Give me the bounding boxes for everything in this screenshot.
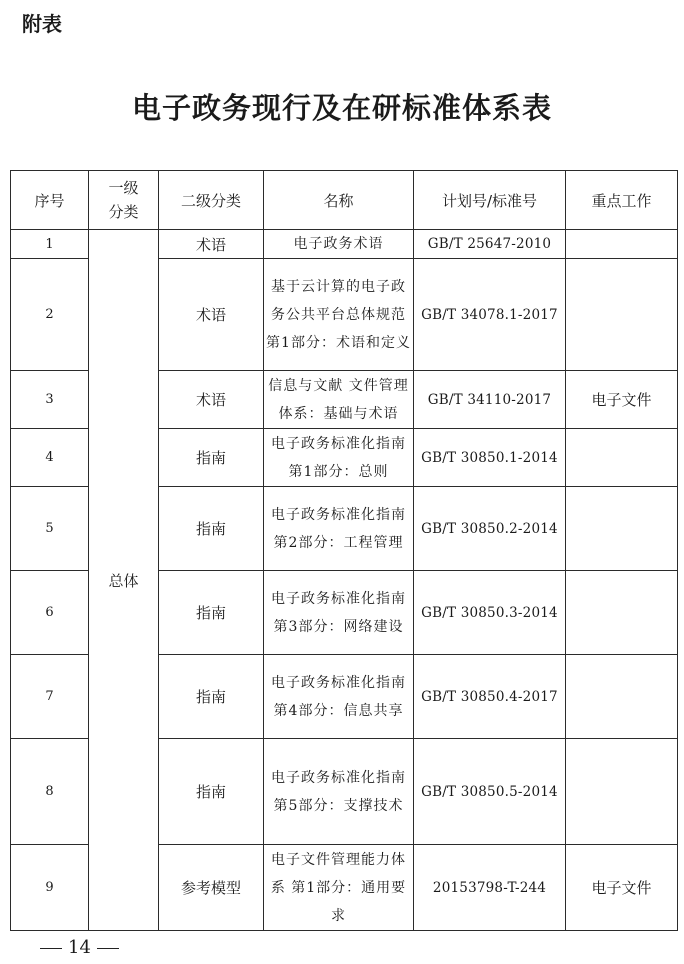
header-seq: 序号: [11, 171, 89, 230]
cell-code: GB/T 30850.2-2014: [414, 487, 566, 571]
page-footer: [34, 937, 125, 958]
cell-name: 基于云计算的电子政务公共平台总体规范 第1部分：术语和定义: [264, 259, 414, 371]
cell-level2: 术语: [159, 230, 264, 259]
header-code: 计划号/标准号: [414, 171, 566, 230]
cell-name: 电子政务标准化指南 第3部分：网络建设: [264, 571, 414, 655]
document-title: 电子政务现行及在研标准体系表: [131, 91, 552, 125]
appendix-label: 附表: [22, 12, 62, 36]
cell-seq: 2: [11, 259, 89, 371]
cell-seq: 1: [11, 230, 89, 259]
cell-name: 电子政务标准化指南 第1部分：总则: [264, 429, 414, 487]
cell-level2: 术语: [159, 371, 264, 429]
cell-code: GB/T 30850.5-2014: [414, 739, 566, 845]
table-header-row: [11, 171, 678, 230]
cell-seq: 5: [11, 487, 89, 571]
cell-name: 电子政务标准化指南 第4部分：信息共享: [264, 655, 414, 739]
cell-group-label: 总体: [89, 230, 159, 931]
cell-code: GB/T 34078.1-2017: [414, 259, 566, 371]
cell-focus: [566, 655, 678, 739]
cell-level2: 指南: [159, 655, 264, 739]
cell-focus: [566, 487, 678, 571]
cell-name: 电子政务术语: [264, 230, 414, 259]
standards-table: [10, 170, 678, 931]
cell-focus: [566, 259, 678, 371]
cell-level2: 参考模型: [159, 845, 264, 931]
cell-focus: [566, 429, 678, 487]
cell-code: GB/T 25647-2010: [414, 230, 566, 259]
cell-name: 电子政务标准化指南 第5部分：支撑技术: [264, 739, 414, 845]
cell-level2: 指南: [159, 487, 264, 571]
table-row: [11, 230, 678, 259]
cell-code: GB/T 30850.3-2014: [414, 571, 566, 655]
header-level2: 二级分类: [159, 171, 264, 230]
cell-focus: [566, 739, 678, 845]
cell-code: GB/T 34110-2017: [414, 371, 566, 429]
cell-level2: 指南: [159, 739, 264, 845]
cell-name: 信息与文献 文件管理体系：基础与术语: [264, 371, 414, 429]
cell-focus: [566, 230, 678, 259]
cell-code: 20153798-T-244: [414, 845, 566, 931]
cell-level2: 术语: [159, 259, 264, 371]
header-focus: 重点工作: [566, 171, 678, 230]
cell-code: GB/T 30850.1-2014: [414, 429, 566, 487]
cell-seq: 7: [11, 655, 89, 739]
cell-level2: 指南: [159, 571, 264, 655]
cell-code: GB/T 30850.4-2017: [414, 655, 566, 739]
header-name: 名称: [264, 171, 414, 230]
page-number: 14: [68, 937, 91, 958]
cell-level2: 指南: [159, 429, 264, 487]
cell-seq: 3: [11, 371, 89, 429]
cell-focus: 电子文件: [566, 845, 678, 931]
cell-name: 电子文件管理能力体系 第1部分：通用要求: [264, 845, 414, 931]
cell-focus: 电子文件: [566, 371, 678, 429]
cell-focus: [566, 571, 678, 655]
footer-dash-left: [40, 948, 62, 949]
header-level1: 一级分类: [89, 171, 159, 230]
footer-dash-right: [97, 948, 119, 949]
cell-seq: 9: [11, 845, 89, 931]
cell-name: 电子政务标准化指南 第2部分：工程管理: [264, 487, 414, 571]
cell-seq: 8: [11, 739, 89, 845]
cell-seq: 6: [11, 571, 89, 655]
cell-seq: 4: [11, 429, 89, 487]
